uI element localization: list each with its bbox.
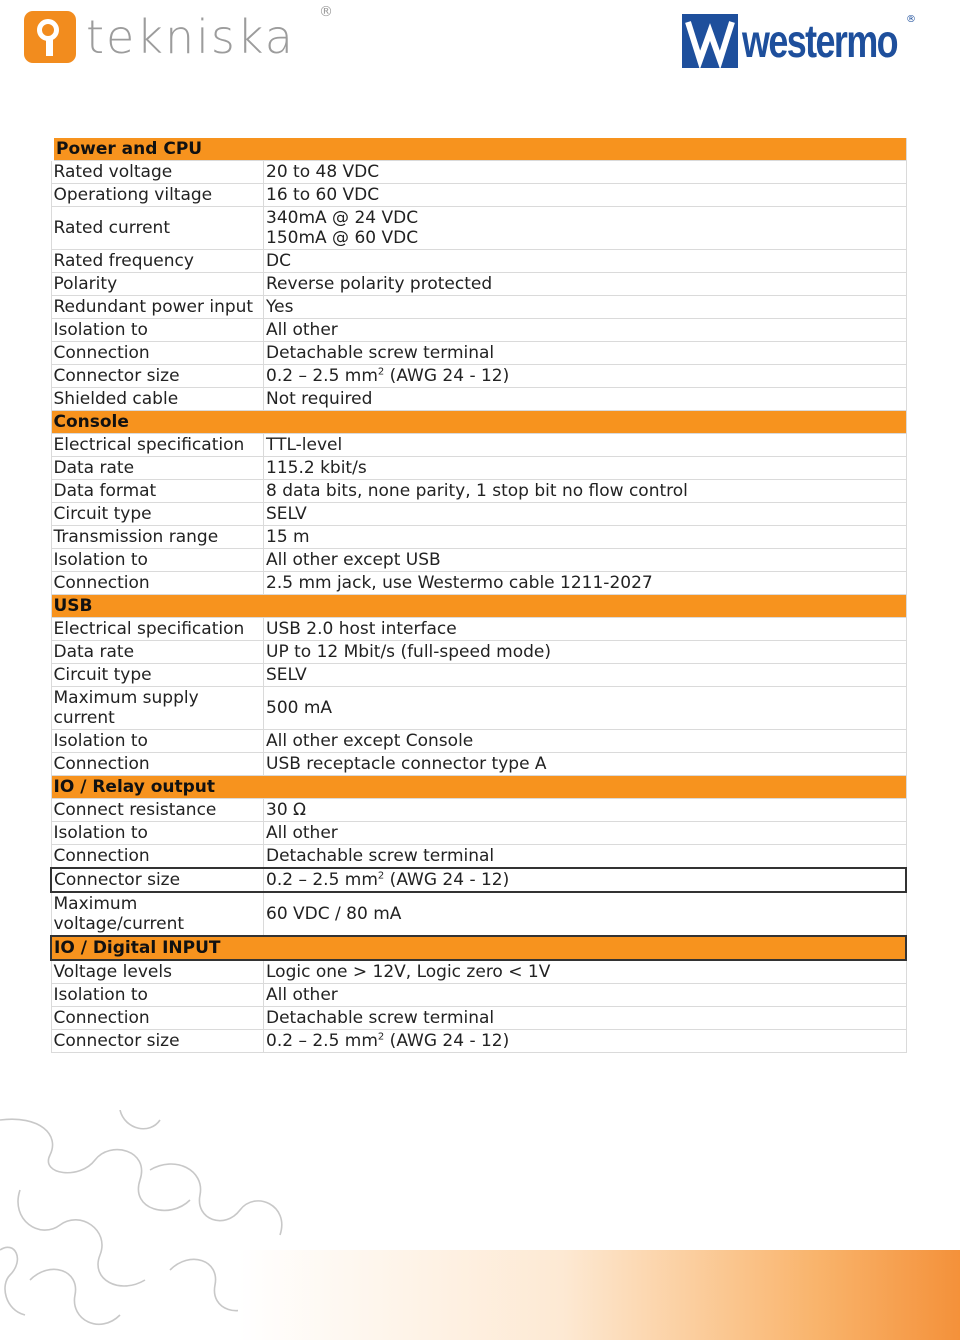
section-header bbox=[51, 411, 906, 434]
spec-value bbox=[264, 207, 907, 250]
spec-value: All other bbox=[264, 822, 907, 845]
table-row bbox=[51, 365, 906, 388]
section-header bbox=[51, 595, 906, 618]
spec-label: Isolation to bbox=[51, 984, 264, 1007]
table-row bbox=[51, 822, 906, 845]
table-row bbox=[51, 434, 906, 457]
table-row bbox=[51, 184, 906, 207]
table-row bbox=[51, 296, 906, 319]
spec-table bbox=[48, 132, 907, 1053]
spec-label: Polarity bbox=[51, 273, 264, 296]
table-row bbox=[51, 526, 906, 549]
table-row bbox=[51, 342, 906, 365]
table-row bbox=[51, 664, 906, 687]
westermo-logo bbox=[682, 14, 941, 68]
spec-value: TTL-level bbox=[264, 434, 907, 457]
table-row bbox=[51, 457, 906, 480]
spec-value: All other bbox=[264, 984, 907, 1007]
value-text: 0.2 – 2.5 mm bbox=[266, 366, 378, 386]
value-suffix: (AWG 24 - 12) bbox=[384, 1031, 510, 1051]
table-row bbox=[51, 730, 906, 753]
table-row bbox=[51, 687, 906, 730]
spec-value: SELV bbox=[264, 503, 907, 526]
spec-value: 8 data bits, none parity, 1 stop bit no flow control bbox=[264, 480, 907, 503]
table-row bbox=[51, 250, 906, 273]
spec-label: Connection bbox=[51, 1007, 264, 1030]
spec-label: Connector size bbox=[51, 868, 264, 892]
spec-value: Detachable screw terminal bbox=[264, 1007, 907, 1030]
registered-mark: ® bbox=[906, 14, 916, 25]
spec-label: Shielded cable bbox=[51, 388, 264, 411]
table-row bbox=[51, 868, 906, 892]
table-row bbox=[51, 845, 906, 869]
spec-label: Isolation to bbox=[51, 822, 264, 845]
table-row bbox=[51, 480, 906, 503]
table-row bbox=[51, 1030, 906, 1053]
spec-label: Connection bbox=[51, 572, 264, 595]
spec-label: Isolation to bbox=[51, 730, 264, 753]
spec-value bbox=[264, 868, 907, 892]
superscript: 2 bbox=[377, 1031, 385, 1043]
table-row bbox=[51, 503, 906, 526]
spec-value bbox=[264, 1030, 907, 1053]
spec-value: All other except Console bbox=[264, 730, 907, 753]
spec-value: 30 Ω bbox=[264, 799, 907, 822]
spec-label: Transmission range bbox=[51, 526, 264, 549]
table-row bbox=[51, 549, 906, 572]
spec-label: Rated frequency bbox=[51, 250, 264, 273]
spec-label: Connection bbox=[51, 845, 264, 869]
spec-value: All other bbox=[264, 319, 907, 342]
tekniska-logo bbox=[24, 9, 295, 65]
value-suffix: (AWG 24 - 12) bbox=[384, 870, 510, 890]
spec-value: 16 to 60 VDC bbox=[264, 184, 907, 207]
table-row bbox=[51, 960, 906, 984]
spec-label: Circuit type bbox=[51, 503, 264, 526]
spec-label: Electrical specification bbox=[51, 618, 264, 641]
spec-label: Maximum supply current bbox=[51, 687, 264, 730]
section-header bbox=[51, 776, 906, 799]
spec-value: 60 VDC / 80 mA bbox=[264, 892, 907, 936]
westermo-logo-text: westermo bbox=[742, 15, 898, 67]
section-title: IO / Digital INPUT bbox=[51, 936, 906, 960]
spec-value: 20 to 48 VDC bbox=[264, 161, 907, 184]
westermo-w-icon bbox=[682, 14, 738, 68]
spec-value: Detachable screw terminal bbox=[264, 342, 907, 365]
spec-value: UP to 12 Mbit/s (full-speed mode) bbox=[264, 641, 907, 664]
spec-value: DC bbox=[264, 250, 907, 273]
table-row bbox=[51, 388, 906, 411]
table-row bbox=[51, 207, 906, 250]
spec-label: Connection bbox=[51, 753, 264, 776]
table-row bbox=[51, 273, 906, 296]
decorative-gradient-band bbox=[238, 1250, 960, 1340]
table-row bbox=[51, 161, 906, 184]
spec-label: Rated voltage bbox=[51, 161, 264, 184]
spec-label: Redundant power input bbox=[51, 296, 264, 319]
spec-label: Voltage levels bbox=[51, 960, 264, 984]
spec-label: Maximum voltage/current bbox=[51, 892, 264, 936]
spec-label: Connect resistance bbox=[51, 799, 264, 822]
spec-label: Connector size bbox=[51, 1030, 264, 1053]
spec-label: Electrical specification bbox=[51, 434, 264, 457]
table-row bbox=[51, 1007, 906, 1030]
spec-label: Isolation to bbox=[51, 549, 264, 572]
spec-value: Yes bbox=[264, 296, 907, 319]
spec-label: Rated current bbox=[51, 207, 264, 250]
section-title: USB bbox=[51, 595, 906, 618]
section-title: IO / Relay output bbox=[51, 776, 906, 799]
table-row bbox=[51, 892, 906, 936]
spec-label: Connector size bbox=[51, 365, 264, 388]
registered-mark: ® bbox=[319, 4, 333, 20]
spec-value: 115.2 kbit/s bbox=[264, 457, 907, 480]
table-row bbox=[51, 753, 906, 776]
table-row bbox=[51, 984, 906, 1007]
spec-value bbox=[264, 365, 907, 388]
table-row bbox=[51, 572, 906, 595]
spec-value: 2.5 mm jack, use Westermo cable 1211-2027 bbox=[264, 572, 907, 595]
spec-value: USB 2.0 host interface bbox=[264, 618, 907, 641]
section-header bbox=[51, 936, 906, 960]
spec-value-line: 340mA @ 24 VDC bbox=[266, 208, 419, 228]
spec-value: Reverse polarity protected bbox=[264, 273, 907, 296]
value-text: 0.2 – 2.5 mm bbox=[266, 1031, 378, 1051]
spec-value-line: 150mA @ 60 VDC bbox=[266, 228, 419, 248]
spec-value: Not required bbox=[264, 388, 907, 411]
spec-label: Data rate bbox=[51, 457, 264, 480]
section-title: Console bbox=[51, 411, 906, 434]
spec-value: Logic one > 12V, Logic zero < 1V bbox=[264, 960, 907, 984]
section-title: Power and CPU bbox=[51, 135, 906, 161]
superscript: 2 bbox=[377, 870, 385, 882]
superscript: 2 bbox=[377, 366, 385, 378]
spec-label: Circuit type bbox=[51, 664, 264, 687]
spec-value: Detachable screw terminal bbox=[264, 845, 907, 869]
value-text: 0.2 – 2.5 mm bbox=[266, 870, 378, 890]
spec-value: 15 m bbox=[264, 526, 907, 549]
section-header bbox=[51, 135, 906, 161]
spec-value: USB receptacle connector type A bbox=[264, 753, 907, 776]
spec-value: SELV bbox=[264, 664, 907, 687]
spec-label: Connection bbox=[51, 342, 264, 365]
value-suffix: (AWG 24 - 12) bbox=[384, 366, 510, 386]
table-row bbox=[51, 799, 906, 822]
spec-value: 500 mA bbox=[264, 687, 907, 730]
spec-label: Data format bbox=[51, 480, 264, 503]
table-row bbox=[51, 641, 906, 664]
spec-value: All other except USB bbox=[264, 549, 907, 572]
key-icon bbox=[24, 11, 76, 63]
spec-label: Isolation to bbox=[51, 319, 264, 342]
spec-label: Operationg viltage bbox=[51, 184, 264, 207]
spec-label: Data rate bbox=[51, 641, 264, 664]
table-row bbox=[51, 618, 906, 641]
tekniska-logo-text: tekniska bbox=[86, 10, 295, 64]
table-row bbox=[51, 319, 906, 342]
